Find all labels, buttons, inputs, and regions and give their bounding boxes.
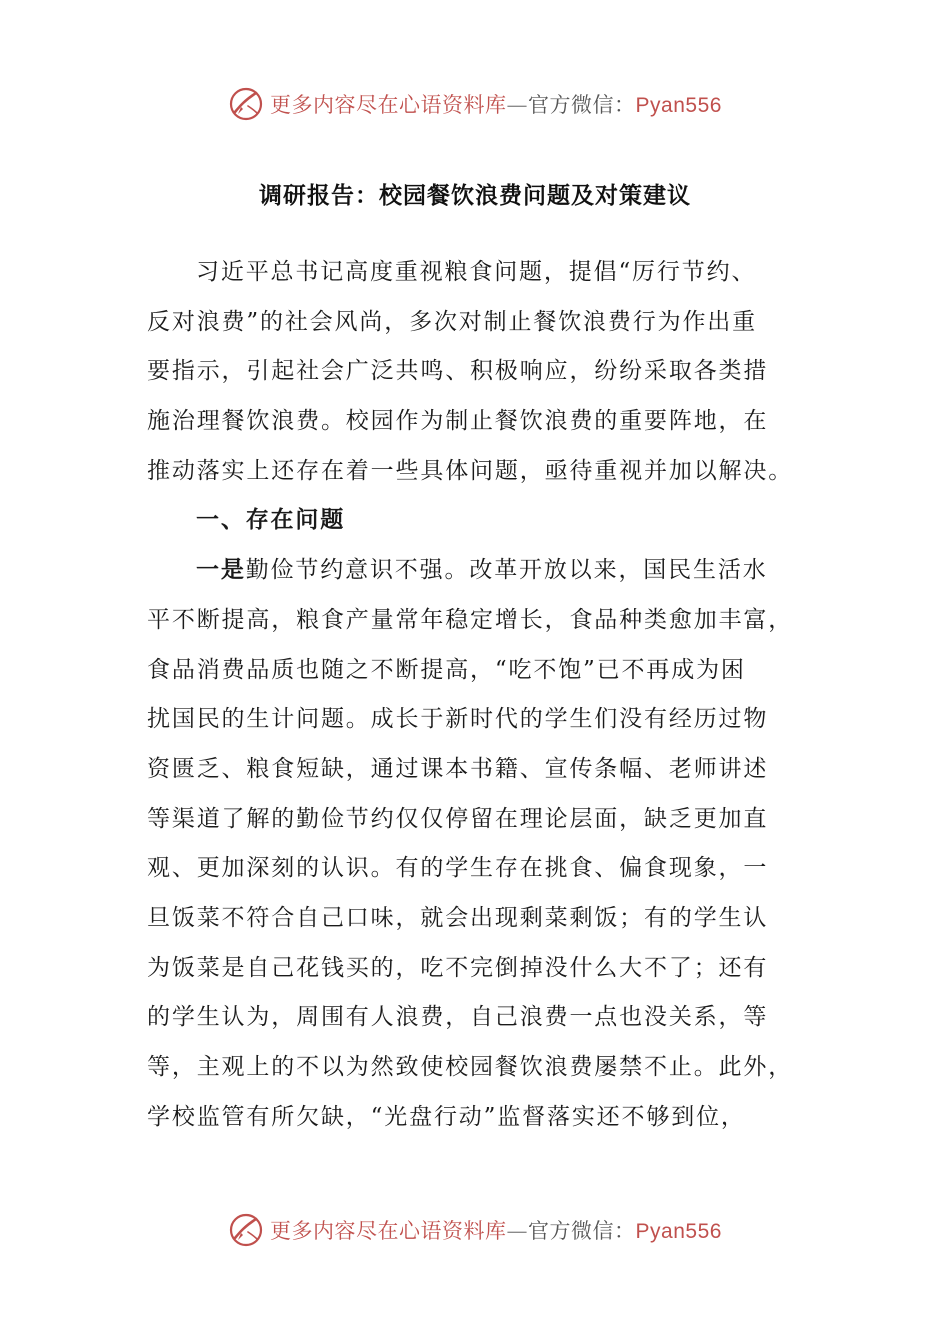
point-line: 等，主观上的不以为然致使校园餐饮浪费屡禁不止。此外， <box>147 1054 794 1080</box>
intro-line: 习近平总书记高度重视粮食问题，提倡“厉行节约、 <box>196 259 757 285</box>
banner-text: 更多内容尽在心语资料库—官方微信：Pyan556 <box>270 1219 722 1243</box>
intro-line: 推动落实上还存在着一些具体问题，亟待重视并加以解决。 <box>147 457 794 484</box>
document-title: 调研报告：校园餐饮浪费问题及对策建议 <box>259 183 691 209</box>
point-line: 平不断提高，粮食产量常年稳定增长，食品种类愈加丰富， <box>147 606 794 633</box>
pen-seal-logo-icon <box>228 86 264 122</box>
point-line: 等渠道了解的勤俭节约仅仅停留在理论层面，缺乏更加直 <box>147 805 769 832</box>
point-first-text: 勤俭节约意识不强。改革开放以来，国民生活水 <box>245 557 768 584</box>
intro-line: 施治理餐饮浪费。校园作为制止餐饮浪费的重要阵地，在 <box>147 408 769 435</box>
point-line: 的学生认为，周围有人浪费，自己浪费一点也没关系，等 <box>147 1004 769 1031</box>
point-line: 资匮乏、粮食短缺，通过课本书籍、宣传条幅、老师讲述 <box>147 755 769 782</box>
intro-line: 反对浪费”的社会风尚，多次对制止餐饮浪费行为作出重 <box>147 308 758 335</box>
header-watermark-banner <box>0 84 950 124</box>
point-line: 食品消费品质也随之不断提高，“吃不饱”已不再成为困 <box>147 656 746 683</box>
banner-text: 更多内容尽在心语资料库—官方微信：Pyan556 <box>270 93 722 117</box>
intro-line: 要指示，引起社会广泛共鸣、积极响应，纷纷采取各类措 <box>147 358 769 385</box>
section-heading: 一、存在问题 <box>196 507 346 534</box>
point-line: 学校监管有所欠缺，“光盘行动”监督落实还不够到位， <box>147 1103 746 1130</box>
point-line: 观、更加深刻的认识。有的学生存在挑食、偏食现象，一 <box>147 855 769 882</box>
pen-seal-logo-icon <box>228 1212 264 1248</box>
point-line: 旦饭菜不符合自己口味，就会出现剩菜剩饭；有的学生认 <box>147 904 769 931</box>
point-line: 为饭菜是自己花钱买的，吃不完倒掉没什么大不了；还有 <box>147 954 769 981</box>
point-first-line <box>147 546 807 596</box>
document-body <box>147 248 807 1142</box>
point-lead: 一是 <box>196 557 246 584</box>
point-line: 扰国民的生计问题。成长于新时代的学生们没有经历过物 <box>147 706 769 733</box>
footer-watermark-banner <box>0 1210 950 1250</box>
